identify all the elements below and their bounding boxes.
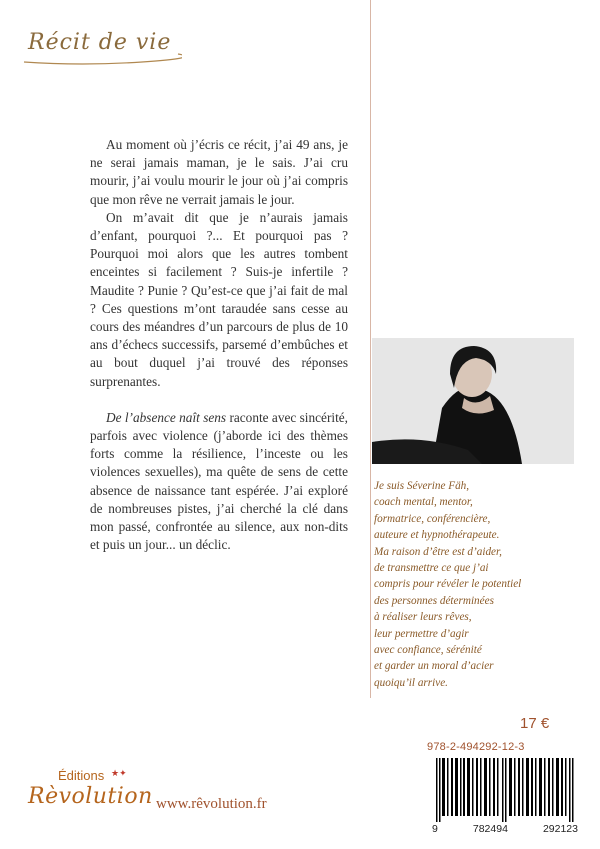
bio-line: auteure et hypnothérapeute. [374,529,500,542]
bio-line: compris pour révéler le potentiel [374,578,522,591]
divider-line [370,0,371,698]
bio-line: à réaliser leurs rêves, [374,611,472,624]
barcode-digit-first: 9 [432,823,438,835]
bio-line: et garder un moral d’acier [374,660,494,673]
bio-line: Ma raison d’être est d’aider, [374,545,502,558]
publisher-logo-name: Rèvolution [28,784,153,809]
bio-line: avec confiance, sérénité [374,644,482,657]
barcode-digits-right: 292123 [542,823,578,835]
paragraph-3-rest: raconte avec sincérité, parfois avec violence (j’aborde ici des thèmes forts comme la résilience, l’inceste ou les violences sexuelles), ma quête de sens de cette absence de naissance tant espérée. J’ai exploré de nombreuses pistes, j’ai cherché la clé dans mon passé, confrontée au silence, aux non-dits et puis un jour... un déclic. [90,409,348,553]
isbn: 978-2-494292-12-3 [427,741,525,753]
bio-line: des personnes déterminées [374,594,494,607]
author-bio [374,478,574,691]
bio-line: leur permettre d’agir [374,627,469,640]
star-icon: ★✦ [111,768,127,778]
bio-line: de transmettre ce que j’ai [374,562,489,575]
paragraph-2: On m’avait dit que je n’aurais jamais d’enfant, pourquoi ?... Et pourquoi pas ? Pourquoi moi alors que les autres tombent enceintes si facilement ? Suis-je infertile ? Maudite ? Punie ? Qu’est-ce que j’ai fait de mal ? Ces questions m’ont taraudée sans cesse au cours des méandres d’un parcours de plus de 10 ans d’échecs successifs, parsemé d’embûches et au bout duquel j’ai trouvé des réponses surprenantes. [90,209,348,389]
bio-line: Je suis Séverine Fäh, [374,480,470,492]
back-cover-text [90,136,348,554]
bio-line: quoiqu’il arrive. [374,676,448,689]
collection-label: Récit de vie [28,30,172,55]
bio-line: formatrice, conférencière, [374,512,491,525]
barcode-digits [432,823,578,835]
bio-line: coach mental, mentor, [374,496,473,509]
publisher-logo-top: Éditions [58,768,105,783]
collection-underline [22,50,182,68]
publisher-logo [28,768,153,828]
barcode [432,758,578,822]
paragraph-3 [90,409,348,555]
publisher-website[interactable]: www.rêvolution.fr [156,796,267,812]
paragraph-1: Au moment où j’écris ce récit, j’ai 49 ans, je ne serai jamais maman, je le sais. J’ai cru mourir, j’ai voulu mourir le jour où j’ai compris que mon rêve ne verrait jamais le jour. [90,137,348,207]
author-photo [372,338,574,464]
price: 17 € [520,715,550,732]
barcode-digits-left: 782494 [472,823,508,835]
book-title-inline: De l’absence naît sens [106,409,227,425]
